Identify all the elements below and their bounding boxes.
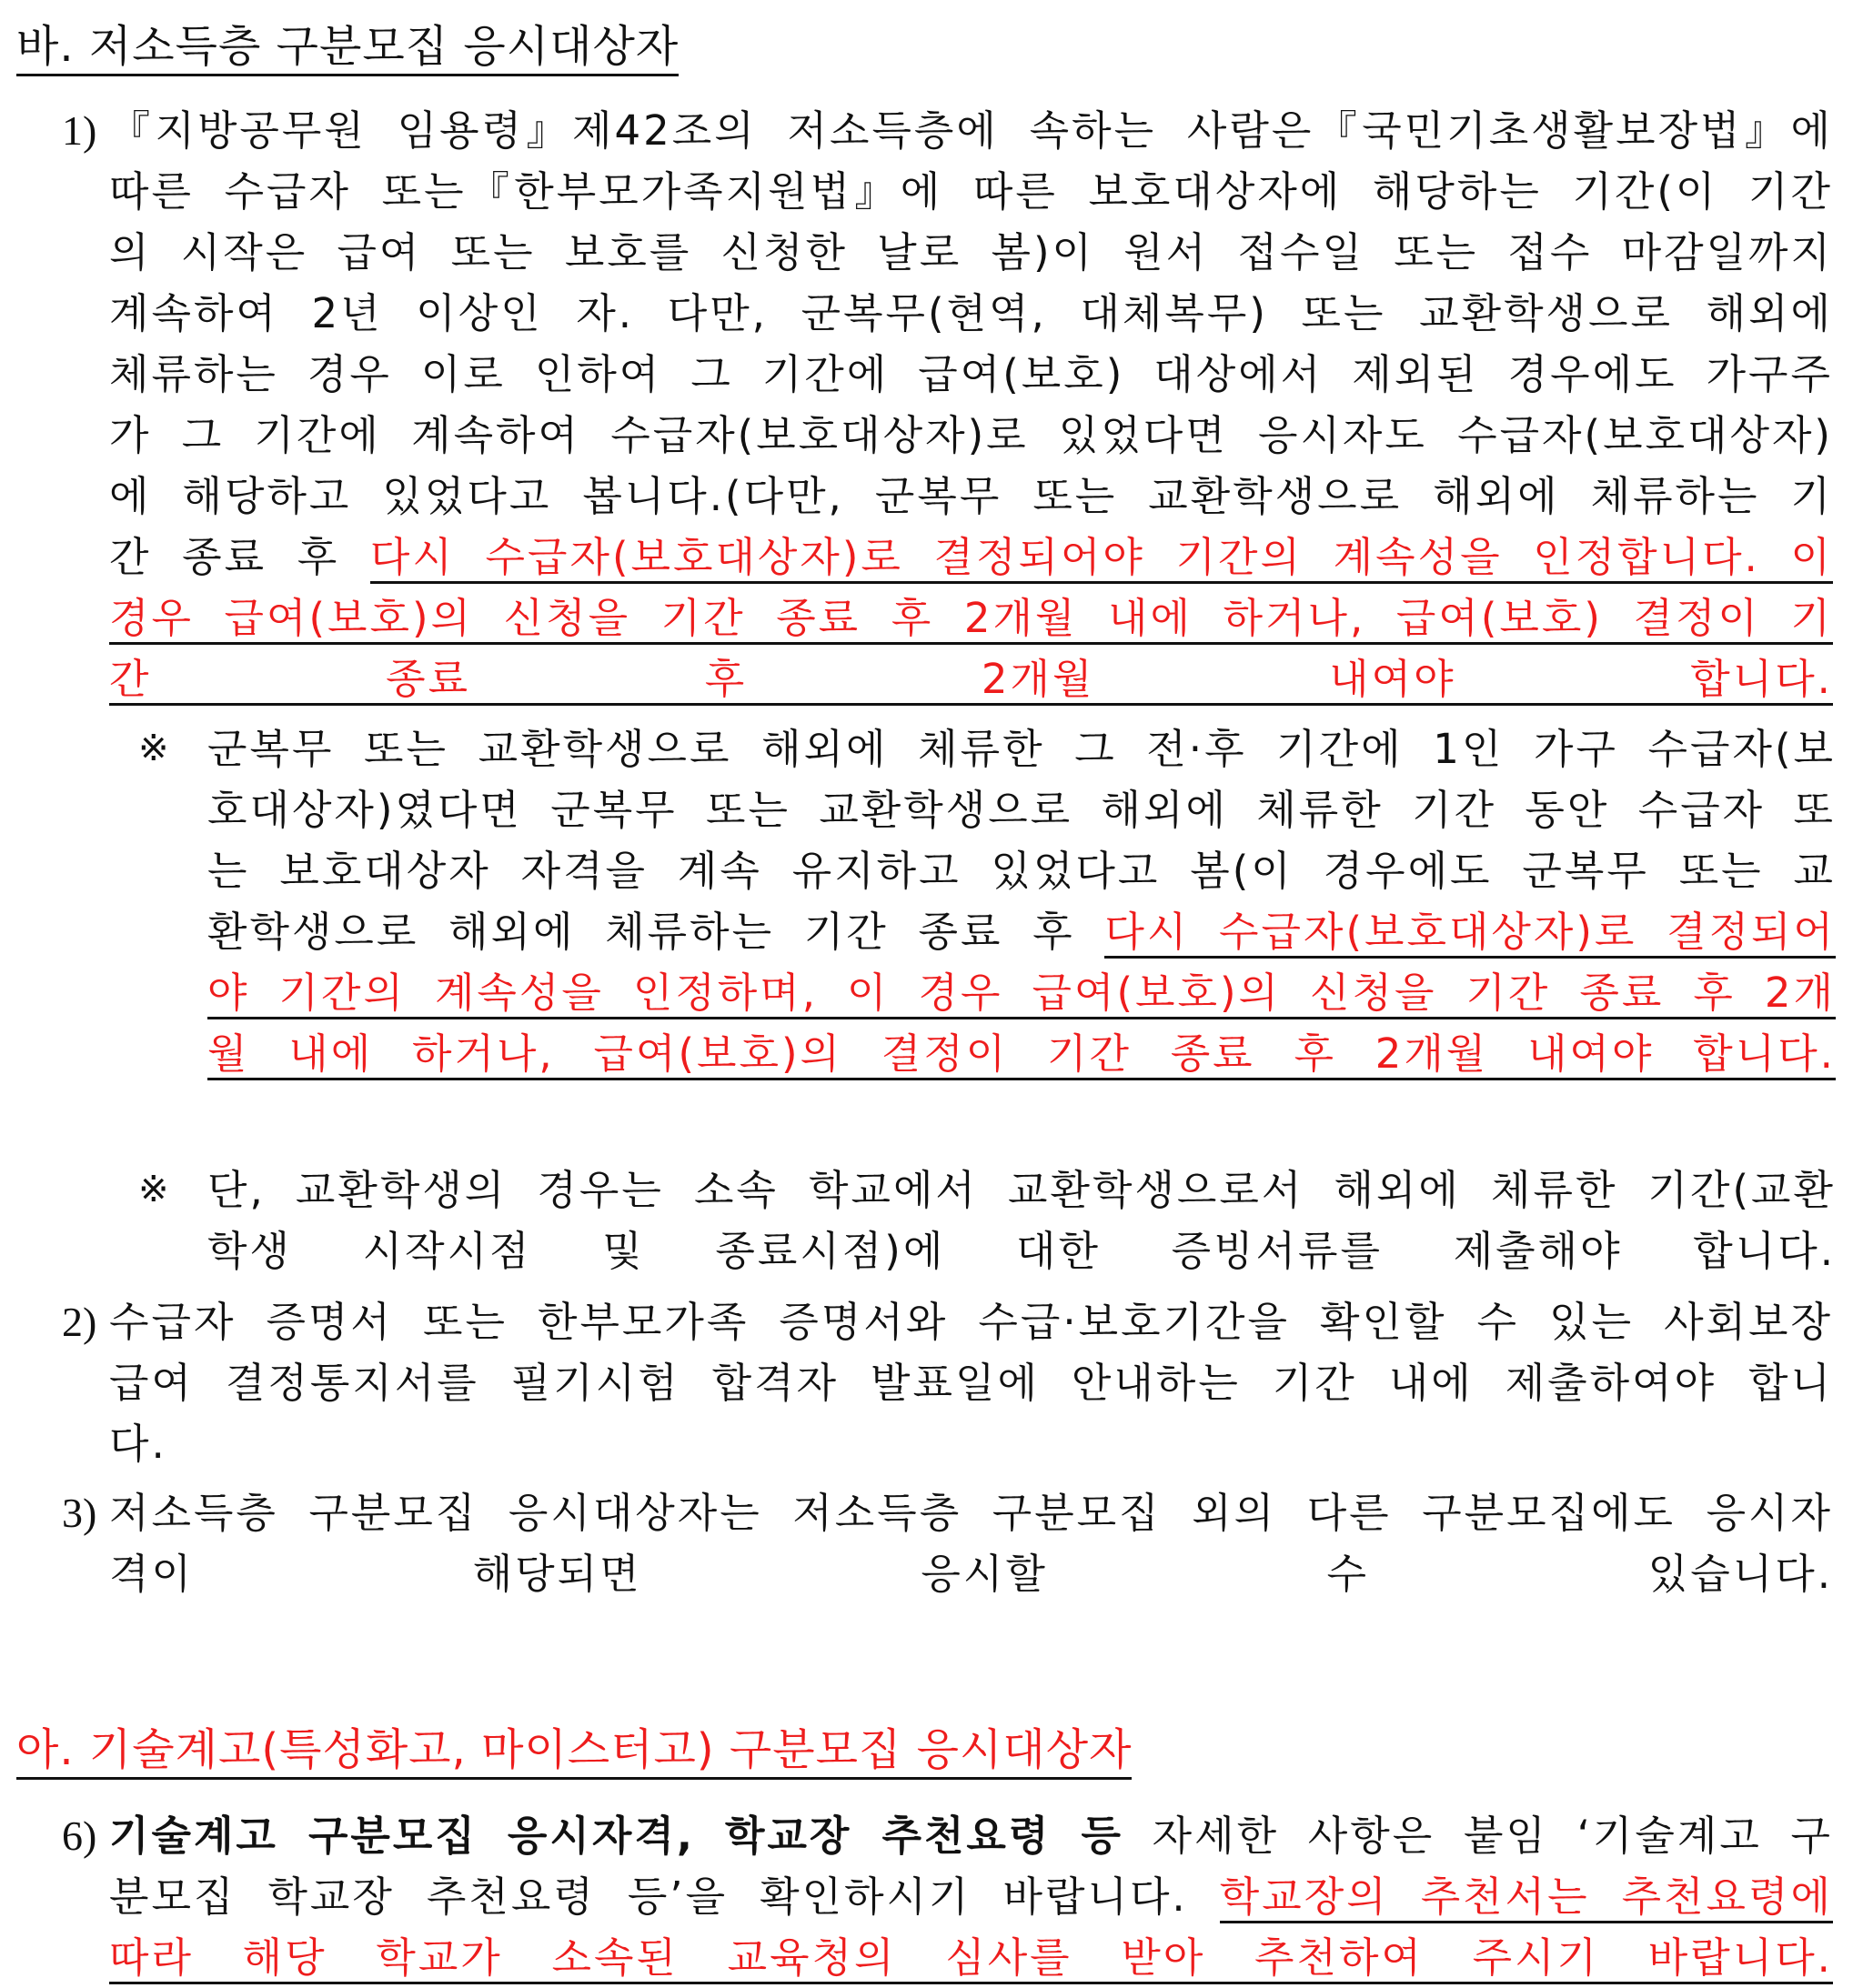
item-1-highlight: 다시 수급자(보호대상자)로 결정되어야 기간의 계속성을 인정합니다. 이 경우 급여(보호)의 신청을 기간 종료 후 2개월 내에 하거나, 급여(보호) 결정이 기간 종료 후 2개월 내여야 합니다.: [109, 533, 1833, 706]
section-a-heading-text: 아. 기술계고(특성화고, 마이스터고) 구분모집 응시대상자: [16, 1724, 1132, 1780]
item-3-paragraph: [109, 1482, 1833, 1604]
note-1-paragraph: [207, 718, 1836, 1084]
note-1-highlight: 다시 수급자(보호대상자)로 결정되어야 기간의 계속성을 인정하며, 이 경우 급여(보호)의 신청을 기간 종료 후 2개월 내에 하거나, 급여(보호)의 결정이 기간 종료 후 2개월 내여야 합니다.: [207, 908, 1836, 1080]
item-1-number: 1): [62, 107, 97, 154]
item-2-number: 2): [62, 1299, 97, 1345]
item-3-number: 3): [62, 1490, 97, 1536]
note-2-paragraph: [207, 1160, 1836, 1281]
item-6-paragraph: [109, 1805, 1833, 1988]
section-ba-heading: [16, 20, 679, 73]
item-6-number: 6): [62, 1812, 97, 1859]
section-ba-heading-text: 바. 저소득층 구분모집 응시대상자: [16, 21, 679, 76]
note-2-mark: ※: [138, 1169, 169, 1210]
item-1-text: 『지방공무원 임용령』제42조의 저소득층에 속하는 사람은『국민기초생활보장법』에 따른 수급자 또는『한부모가족지원법』에 따른 보호대상자에 해당하는 기간(이 기간의 시작은 급여 또는 보호를 신청한 날로 봄)이 원서 접수일 또는 접수 마감일까지 계속하여 2년 이상인 자. 다만, 군복무(현역, 대체복무) 또는 교환학생으로 해외에 체류하는 경우 이로 인하여 그 기간에 급여(보호) 대상에서 제외된 경우에도 가구주가 그 기간에 계속하여 수급자(보호대상자)로 있었다면 응시자도 수급자(보호대상자)에 해당하고 있었다고 봅니다.(다만, 군복무 또는 교환학생으로 해외에 체류하는 기간 종료 후: [109, 106, 1833, 581]
item-6-bold-text: 기술계고 구분모집 응시자격, 학교장 추천요령 등: [109, 1812, 1123, 1860]
item-1-paragraph: [109, 100, 1833, 709]
item-6-highlight: 학교장의 추천서는 추천요령에 따라 해당 학교가 소속된 교육청의 심사를 받아 추천하여 주시기 바랍니다.: [109, 1873, 1833, 1984]
item-2-text: 수급자 증명서 또는 한부모가족 증명서와 수급·보호기간을 확인할 수 있는 사회보장급여 결정통지서를 필기시험 합격자 발표일에 안내하는 기간 내에 제출하여야 합니다.: [109, 1298, 1833, 1468]
item-3-text: 저소득층 구분모집 응시대상자는 저소득층 구분모집 외의 다른 구분모집에도 응시자격이 해당되면 응시할 수 있습니다.: [109, 1489, 1833, 1598]
section-a-heading: [16, 1723, 1132, 1776]
item-6-text: 자세한 사항은 붙임 ‘기술계고 구분모집 학교장 추천요령 등’을 확인하시기 바랍니다.: [109, 1812, 1833, 1921]
note-2-text: 단, 교환학생의 경우는 소속 학교에서 교환학생으로서 해외에 체류한 기간(교환학생 시작시점 및 종료시점)에 대한 증빙서류를 제출해야 합니다.: [207, 1166, 1836, 1275]
note-1-mark: ※: [138, 728, 169, 769]
item-2-paragraph: [109, 1291, 1833, 1474]
note-1-text: 군복무 또는 교환학생으로 해외에 체류한 그 전·후 기간에 1인 가구 수급자(보호대상자)였다면 군복무 또는 교환학생으로 해외에 체류한 기간 동안 수급자 또는 보호대상자 자격을 계속 유지하고 있었다고 봄(이 경우에도 군복무 또는 교환학생으로 해외에 체류하는 기간 종료 후: [207, 725, 1836, 956]
